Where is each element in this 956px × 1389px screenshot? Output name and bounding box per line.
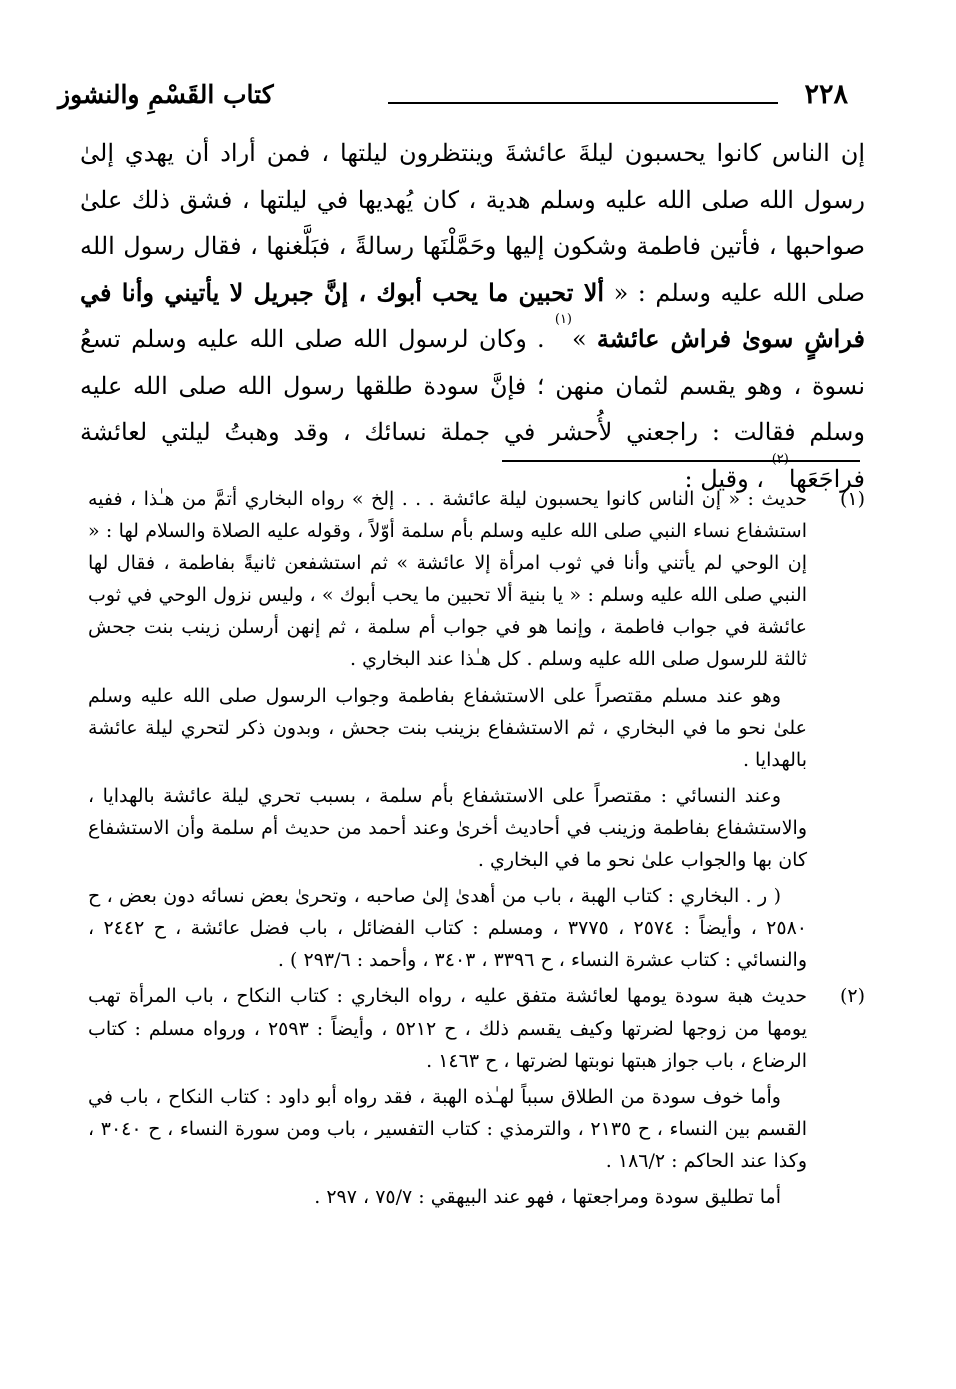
footnote-paragraph: حديث هبة سودة يومها لعائشة متفق عليه ، رواه البخاري : كتاب النكاح ، باب المرأة تهب يومها من زوجها لضرتها وكيف يقسم ذلك ، ح ٥٢١٢ ، وأيضاً : ٢٥٩٣ ، ورواه مسلم : كتاب الرضاع ، باب جواز هبتها نوبتها لضرتها ، ح ١٤٦٣ . xyxy=(88,985,807,1072)
footnote-ref-1[interactable]: (١) xyxy=(554,312,572,327)
footnote-separator xyxy=(502,460,860,462)
footnote-number: (٢) xyxy=(839,985,865,1008)
footnote-paragraph: حديث : « إن الناس كانوا يحسبون ليلة عائشة . . . إلخ » رواه البخاري أتمَّ من هـٰذا ، ففيه استشفاع نساء النبي صلى الله عليه وسلم بأم سلمة أوّلاً ، وقوله عليه الصلاة والسلام لها : « إن الوحي لم يأتني وأنا في ثوب امرأة إلا عائشة » ثم استشفعن ثانيةً بفاطمة ، فقال لها النبي صلى الله عليه وسلم : « يا بنية ألا تحبين ما يحب أبوك » ، وليس نزول الوحي في ثوب عائشة في جواب فاطمة ، وإنما هو في جواب أم سلمة ، ثم إنهن أرسلن زينب بنت جحش ثالثة للرسول صلى الله عليه وسلم . كل هـٰذا عند البخاري . xyxy=(88,488,807,671)
footnotes xyxy=(88,483,865,1217)
main-text-segment: . وكان لرسول الله صلى الله عليه وسلم تسعُ نسوة ، وهو يقسم لثمان منهن ؛ فإنَّ سودة طلقها رسول الله صلى الله عليه وسلم فقالت : راجعني لأُحشر في جملة نسائك ، وقد وهبتُ ليلتي لعائشة فراجَعَها xyxy=(80,325,865,493)
main-text-segment: ، وقيل : xyxy=(684,464,772,493)
footnote-2 xyxy=(88,980,865,1213)
main-paragraph xyxy=(80,130,865,502)
footnote-number: (١) xyxy=(839,488,865,510)
running-title: كتاب القَسْمِ والنشوز xyxy=(58,80,274,109)
footnote-1 xyxy=(88,483,865,976)
footnote-paragraph: ( ر . البخاري : كتاب الهبة ، باب من أهدىٰ إلىٰ صاحبه ، وتحرىٰ بعض نسائه دون بعض ، ح ٢٥٨٠ ، وأيضاً : ٢٥٧٤ ، ٣٧٧٥ ، ومسلم : كتاب الفضائل ، باب فضل عائشة ، ح ٢٤٤٢ ، والنسائي : كتاب عشرة النساء ، ح ٣٣٩٦ ، ٣٤٠٣ ، وأحمد : ٢٩٣/٦ ) . xyxy=(88,885,807,972)
footnote-paragraph: وأما خوف سودة من الطلاق سبباً لهـٰذه الهبة ، فقد رواه أبو داود : كتاب النكاح ، باب في القسم بين النساء ، ح ٢١٣٥ ، والترمذي : كتاب التفسير ، باب ومن سورة النساء ، ح ٣٠٤٠ ، وكذا عند الحاكم : ١٨٦/٢ . xyxy=(88,1085,808,1172)
footnote-ref-2[interactable]: (٢) xyxy=(771,451,789,467)
hadith-quote: ألا تحبين ما يحب أبوك ، إنَّ جبريل لا يأتيني وأنا في فراشٍ سوىٰ فراش عائشة xyxy=(80,277,865,353)
page-number: ٢٢٨ xyxy=(804,79,848,110)
footnote-paragraph: وعند النسائي : مقتصراً على الاستشفاع بأم سلمة ، بسبب تحري ليلة عائشة بالهدايا ، والاستشفاع بفاطمة وزينب في أحاديث أخرىٰ وعند أحمد من حديث أم سلمة وأن الاستشفاع كان بها والجواب علىٰ نحو ما في البخاري . xyxy=(88,784,807,872)
footnote-paragraph: وهو عند مسلم مقتصراً على الاستشفاع بفاطمة وجواب الرسول صلى الله عليه وسلم علىٰ نحو ما في البخاري ، ثم الاستشفاع بزينب بنت جحش ، وبدون ذكر لتحري ليلة عائشة بالهدايا . xyxy=(88,684,807,771)
header-rule xyxy=(388,102,778,104)
main-text-segment: إن الناس كانوا يحسبون ليلةَ عائشةَ وينتظرون ليلتها ، فمن أراد أن يهدي إلىٰ رسول الله صلى الله عليه وسلم هدية ، كان يُهديها في ليلتها ، فشق ذلك علىٰ صواحبها ، فأتين فاطمة وشكون إليها وحَمَّلْنَها رسالةً ، فبَلَّغنها ، فقال رسول الله صلى الله عليه وسلم : « xyxy=(80,139,866,307)
page-header xyxy=(58,78,848,118)
footnote-paragraph: أما تطليق سودة ومراجعتها ، فهو عند البيهقي : ٧٥/٧ ، ٢٩٧ . xyxy=(314,1185,781,1208)
main-text xyxy=(80,130,865,502)
main-text-segment: » xyxy=(572,325,597,353)
